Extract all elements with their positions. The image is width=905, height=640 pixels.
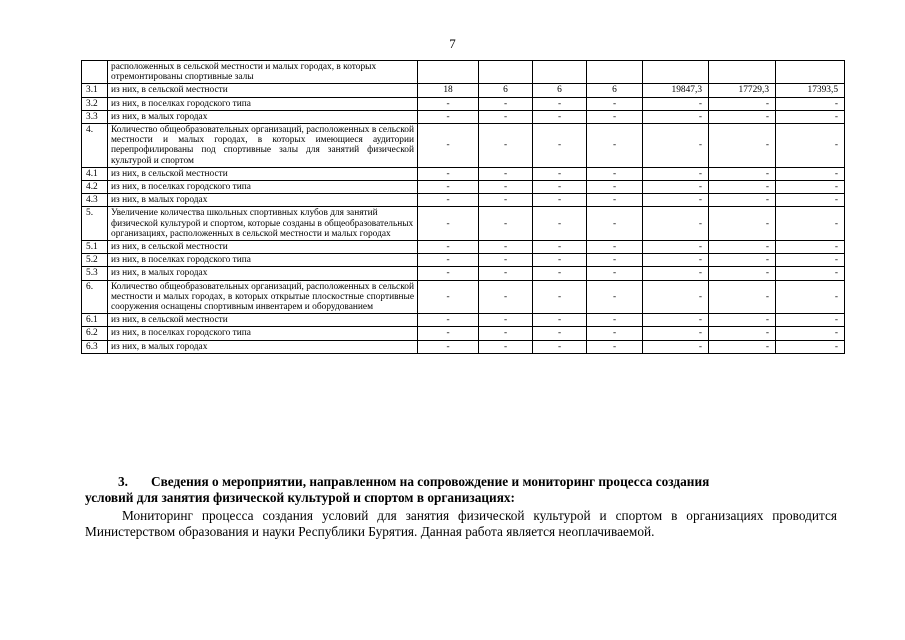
value-cell: - (479, 327, 533, 340)
value-cell: - (479, 207, 533, 241)
table-row (82, 110, 845, 123)
row-number-cell: 3.2 (82, 97, 108, 110)
value-cell: - (709, 314, 776, 327)
value-cell: - (479, 97, 533, 110)
value-cell: - (418, 110, 479, 123)
value-cell: - (709, 327, 776, 340)
row-number-cell: 4.1 (82, 167, 108, 180)
value-cell: - (709, 167, 776, 180)
value-cell: - (587, 314, 643, 327)
value-cell (418, 61, 479, 84)
row-description-cell: из них, в поселках городского типа (108, 327, 418, 340)
value-cell: - (587, 267, 643, 280)
value-cell: - (643, 254, 709, 267)
row-description-cell: Количество общеобразовательных организаций, расположенных в сельской местности и малых городах, в которых открытые плоскостные спортивные сооружения оснащены спортивным инвентарем и оборудованием (108, 280, 418, 314)
table-row (82, 327, 845, 340)
value-cell: - (533, 207, 587, 241)
table-row (82, 167, 845, 180)
value-cell: - (479, 241, 533, 254)
row-number-cell: 5.2 (82, 254, 108, 267)
value-cell: - (533, 280, 587, 314)
row-number-cell: 3.1 (82, 84, 108, 97)
value-cell: - (418, 124, 479, 168)
row-description-cell: из них, в поселках городского типа (108, 254, 418, 267)
row-number-cell: 5. (82, 207, 108, 241)
row-description-cell: из них, в поселках городского типа (108, 181, 418, 194)
row-description-cell: из них, в поселках городского типа (108, 97, 418, 110)
value-cell: - (776, 167, 845, 180)
table-body (82, 61, 845, 354)
value-cell: - (533, 340, 587, 353)
value-cell: - (418, 254, 479, 267)
section-number: 3. (118, 474, 128, 489)
value-cell: - (587, 340, 643, 353)
value-cell: - (533, 167, 587, 180)
value-cell: - (587, 327, 643, 340)
table-row (82, 61, 845, 84)
value-cell: - (643, 207, 709, 241)
value-cell: 19847,3 (643, 84, 709, 97)
value-cell: - (709, 241, 776, 254)
value-cell: - (709, 97, 776, 110)
value-cell: 17729,3 (709, 84, 776, 97)
row-description-cell: из них, в сельской местности (108, 167, 418, 180)
table-row (82, 280, 845, 314)
row-description-cell: из них, в малых городах (108, 340, 418, 353)
value-cell (643, 61, 709, 84)
value-cell: - (776, 280, 845, 314)
value-cell: - (479, 124, 533, 168)
value-cell (479, 61, 533, 84)
value-cell (587, 61, 643, 84)
value-cell: - (776, 267, 845, 280)
row-description-cell: Количество общеобразовательных организаций, расположенных в сельской местности и малых городах, в которых имеющиеся аудитории перепрофилированы под спортивные залы для занятий физической культурой и спортом (108, 124, 418, 168)
value-cell: - (533, 241, 587, 254)
value-cell: - (418, 181, 479, 194)
value-cell: 6 (533, 84, 587, 97)
value-cell: - (533, 327, 587, 340)
value-cell: - (533, 314, 587, 327)
value-cell: - (418, 340, 479, 353)
value-cell: - (643, 327, 709, 340)
value-cell: - (776, 97, 845, 110)
table-row (82, 241, 845, 254)
value-cell: - (776, 254, 845, 267)
value-cell: - (709, 280, 776, 314)
row-description-cell: из них, в сельской местности (108, 84, 418, 97)
value-cell: - (533, 110, 587, 123)
row-description-cell: расположенных в сельской местности и малых городах, в которых отремонтированы спортивные залы (108, 61, 418, 84)
value-cell: - (643, 267, 709, 280)
value-cell: - (643, 280, 709, 314)
value-cell: - (643, 241, 709, 254)
table-row (82, 340, 845, 353)
row-number-cell: 4. (82, 124, 108, 168)
value-cell: - (418, 167, 479, 180)
value-cell: - (533, 194, 587, 207)
row-number-cell: 5.3 (82, 267, 108, 280)
value-cell: - (418, 327, 479, 340)
value-cell (776, 61, 845, 84)
section-heading-text1: Сведения о мероприятии, направленном на сопровождение и мониторинг процесса создания (151, 474, 710, 489)
value-cell: - (533, 124, 587, 168)
table-row (82, 181, 845, 194)
value-cell: - (587, 241, 643, 254)
value-cell: - (643, 124, 709, 168)
value-cell: - (709, 110, 776, 123)
value-cell: - (479, 340, 533, 353)
table-row (82, 267, 845, 280)
value-cell: - (479, 194, 533, 207)
value-cell: 18 (418, 84, 479, 97)
value-cell: - (418, 280, 479, 314)
value-cell: - (709, 207, 776, 241)
value-cell: - (709, 181, 776, 194)
value-cell (533, 61, 587, 84)
value-cell: - (776, 207, 845, 241)
section-heading (85, 474, 837, 506)
value-cell: - (587, 207, 643, 241)
value-cell: - (587, 280, 643, 314)
section-heading-text2: условий для занятия физической культурой и спортом в организациях: (85, 490, 515, 505)
value-cell: - (418, 207, 479, 241)
value-cell: - (479, 254, 533, 267)
value-cell: - (776, 241, 845, 254)
value-cell: - (587, 97, 643, 110)
value-cell: - (533, 97, 587, 110)
row-description-cell: из них, в сельской местности (108, 314, 418, 327)
value-cell: - (709, 340, 776, 353)
row-number-cell: 3.3 (82, 110, 108, 123)
value-cell: - (709, 267, 776, 280)
row-number-cell: 4.3 (82, 194, 108, 207)
value-cell: - (418, 241, 479, 254)
section-body: Мониторинг процесса создания условий для занятия физической культурой и спортом в организациях проводится Министерством образования и науки Республики Бурятия. Данная работа является неоплачиваемой. (85, 508, 837, 539)
table-row (82, 97, 845, 110)
value-cell: - (587, 124, 643, 168)
row-description-cell: из них, в малых городах (108, 194, 418, 207)
value-cell: - (587, 181, 643, 194)
value-cell: - (479, 110, 533, 123)
value-cell: - (587, 110, 643, 123)
value-cell: - (533, 267, 587, 280)
row-description-cell: из них, в малых городах (108, 267, 418, 280)
value-cell: - (418, 194, 479, 207)
value-cell: - (479, 314, 533, 327)
value-cell: - (479, 267, 533, 280)
value-cell: - (418, 267, 479, 280)
table-row (82, 194, 845, 207)
value-cell: - (776, 340, 845, 353)
value-cell: - (587, 194, 643, 207)
row-number-cell: 6.2 (82, 327, 108, 340)
table-row (82, 84, 845, 97)
value-cell: - (643, 110, 709, 123)
page-number: 7 (449, 36, 456, 51)
value-cell: - (776, 110, 845, 123)
value-cell: - (479, 280, 533, 314)
value-cell: - (709, 124, 776, 168)
value-cell: - (643, 314, 709, 327)
table-row (82, 314, 845, 327)
row-description-cell: из них, в малых городах (108, 110, 418, 123)
value-cell: - (709, 254, 776, 267)
row-number-cell: 6.1 (82, 314, 108, 327)
row-number-cell: 4.2 (82, 181, 108, 194)
value-cell: - (709, 194, 776, 207)
value-cell: - (776, 194, 845, 207)
value-cell: - (479, 181, 533, 194)
section-heading-line1 (85, 474, 837, 490)
value-cell: 17393,5 (776, 84, 845, 97)
value-cell: - (418, 314, 479, 327)
row-number-cell (82, 61, 108, 84)
table-row (82, 207, 845, 241)
value-cell: - (643, 97, 709, 110)
data-table (81, 60, 845, 354)
value-cell: - (587, 167, 643, 180)
value-cell: - (479, 167, 533, 180)
value-cell: - (643, 181, 709, 194)
value-cell: 6 (479, 84, 533, 97)
value-cell: - (418, 97, 479, 110)
value-cell: 6 (587, 84, 643, 97)
value-cell (709, 61, 776, 84)
value-cell: - (643, 194, 709, 207)
row-number-cell: 6.3 (82, 340, 108, 353)
value-cell: - (776, 327, 845, 340)
table-row (82, 124, 845, 168)
value-cell: - (776, 124, 845, 168)
value-cell: - (776, 314, 845, 327)
value-cell: - (643, 340, 709, 353)
row-number-cell: 5.1 (82, 241, 108, 254)
value-cell: - (643, 167, 709, 180)
value-cell: - (776, 181, 845, 194)
row-description-cell: из них, в сельской местности (108, 241, 418, 254)
row-description-cell: Увеличение количества школьных спортивных клубов для занятий физической культурой и спортом, которые созданы в общеобразовательных организациях, расположенных в сельской местности и малых городах (108, 207, 418, 241)
table-row (82, 254, 845, 267)
value-cell: - (587, 254, 643, 267)
row-number-cell: 6. (82, 280, 108, 314)
value-cell: - (533, 254, 587, 267)
value-cell: - (533, 181, 587, 194)
